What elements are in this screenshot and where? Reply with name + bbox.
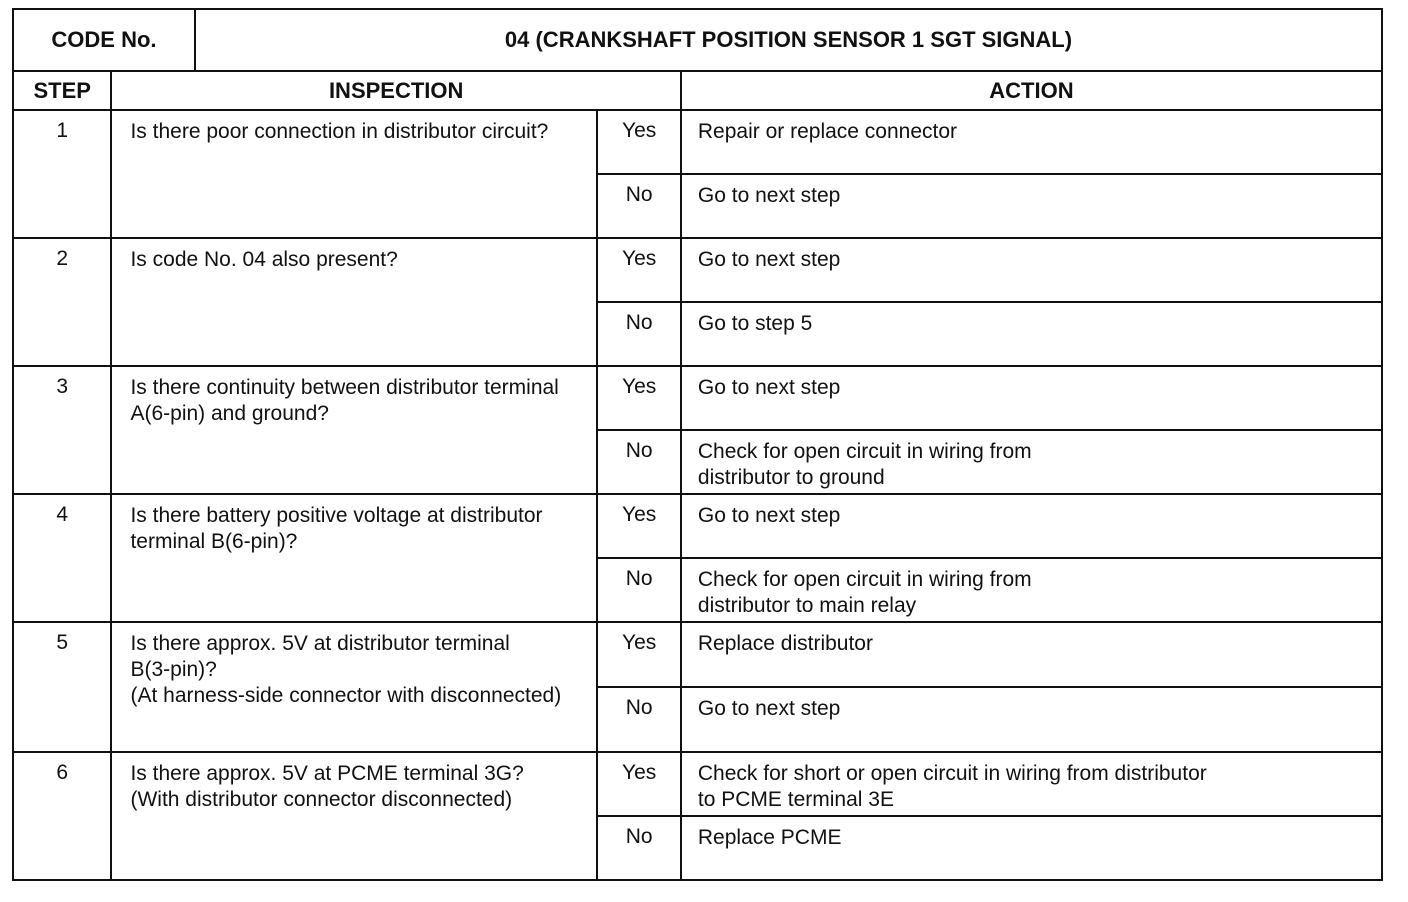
code-row [13, 9, 1382, 71]
inspection-line: (At harness-side connector with disconnected) [130, 684, 562, 707]
inspection-question [111, 494, 597, 622]
yes-action [681, 494, 1382, 558]
inspection-line: Is there battery positive voltage at distributor [130, 504, 543, 527]
action-line: Check for open circuit in wiring from [697, 568, 1032, 591]
action-line: Go to step 5 [697, 312, 813, 335]
no-action [681, 302, 1382, 366]
step-row-yes [13, 366, 1382, 430]
action-column-header: ACTION [681, 71, 1382, 110]
step-row-yes [13, 622, 1382, 687]
no-action [681, 174, 1382, 238]
inspection-line: Is code No. 04 also present? [130, 248, 398, 271]
step-column-header: STEP [13, 71, 111, 110]
inspection-column-header: INSPECTION [111, 71, 680, 110]
no-label: No [597, 687, 680, 752]
action-line: Go to next step [697, 504, 841, 527]
yes-label: Yes [597, 366, 680, 430]
action-line: Check for open circuit in wiring from [697, 440, 1032, 463]
yes-action [681, 110, 1382, 174]
no-action [681, 558, 1382, 622]
column-header-row [13, 71, 1382, 110]
code-label: CODE No. [13, 9, 195, 71]
action-line: Go to next step [697, 376, 841, 399]
yes-label: Yes [597, 238, 680, 302]
action-line: Check for short or open circuit in wiring from distributor [697, 762, 1207, 785]
step-number: 5 [13, 622, 111, 752]
yes-label: Yes [597, 752, 680, 816]
no-label: No [597, 430, 680, 494]
step-row-yes [13, 494, 1382, 558]
inspection-question [111, 752, 597, 880]
inspection-line: Is there approx. 5V at PCME terminal 3G? [130, 762, 524, 785]
no-action [681, 687, 1382, 752]
inspection-line: B(3-pin)? [130, 658, 217, 681]
yes-label: Yes [597, 494, 680, 558]
action-line: Replace PCME [697, 826, 842, 849]
yes-action [681, 366, 1382, 430]
step-number: 1 [13, 110, 111, 238]
yes-action [681, 622, 1382, 687]
step-number: 3 [13, 366, 111, 494]
action-line: Replace distributor [697, 632, 873, 655]
troubleshooting-table-sheet [12, 8, 1383, 881]
step-number: 2 [13, 238, 111, 366]
step-row-yes [13, 110, 1382, 174]
action-line: distributor to ground [697, 466, 885, 489]
code-title: 04 (CRANKSHAFT POSITION SENSOR 1 SGT SIGNAL) [195, 9, 1382, 71]
no-label: No [597, 302, 680, 366]
step-row-yes [13, 238, 1382, 302]
step-number: 4 [13, 494, 111, 622]
step-row-yes [13, 752, 1382, 816]
action-line: distributor to main relay [697, 594, 917, 617]
yes-action [681, 238, 1382, 302]
no-label: No [597, 558, 680, 622]
no-label: No [597, 174, 680, 238]
action-line: Go to next step [697, 248, 841, 271]
inspection-question [111, 622, 597, 752]
inspection-question [111, 366, 597, 494]
step-number: 6 [13, 752, 111, 880]
inspection-line: terminal B(6-pin)? [130, 530, 298, 553]
action-line: to PCME terminal 3E [697, 788, 894, 811]
yes-label: Yes [597, 622, 680, 687]
yes-label: Yes [597, 110, 680, 174]
inspection-line: Is there continuity between distributor terminal [130, 376, 559, 399]
inspection-line: Is there approx. 5V at distributor terminal [130, 632, 510, 655]
no-action [681, 430, 1382, 494]
inspection-line: Is there poor connection in distributor circuit? [130, 120, 549, 143]
yes-action [681, 752, 1382, 816]
inspection-line: A(6-pin) and ground? [130, 402, 329, 425]
inspection-line: (With distributor connector disconnected) [130, 788, 513, 811]
inspection-question [111, 110, 597, 238]
troubleshooting-table [12, 8, 1383, 881]
inspection-question [111, 238, 597, 366]
no-action [681, 816, 1382, 880]
action-line: Repair or replace connector [697, 120, 958, 143]
action-line: Go to next step [697, 184, 841, 207]
no-label: No [597, 816, 680, 880]
action-line: Go to next step [697, 697, 841, 720]
